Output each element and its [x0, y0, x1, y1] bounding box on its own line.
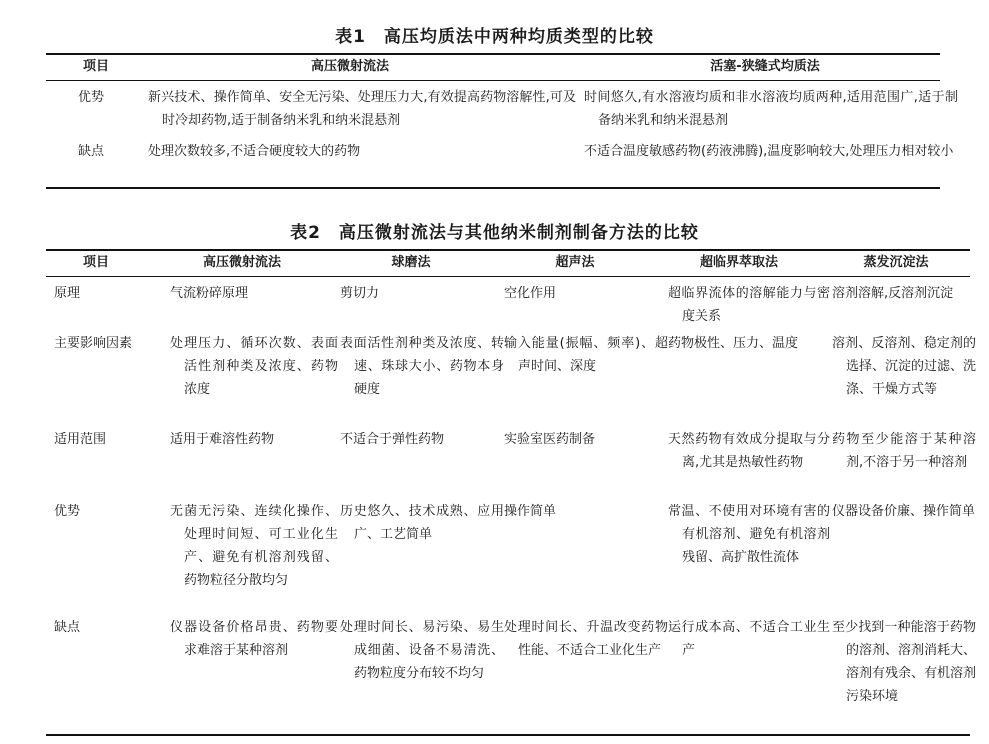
- table1-bottom-rule: [46, 187, 940, 189]
- table2-row-principle-label: 原理: [54, 286, 81, 301]
- table2-header-rule: [46, 276, 970, 277]
- table2-row-scope-ultrasound: 实验室医药制备: [504, 432, 596, 447]
- table2-header-supercritical: 超临界萃取法: [699, 255, 778, 270]
- table2-row-scope-evaporation: 药物至少能溶于某种溶剂,不溶于另一种溶剂: [832, 432, 976, 470]
- table2-row-advantage-ultrasound: 操作简单: [504, 504, 557, 519]
- table1-row-disadvantage-label: 缺点: [78, 144, 105, 159]
- table1-label: 表1: [335, 27, 366, 47]
- table2-row-scope-hpm: 适用于难溶性药物: [170, 432, 275, 447]
- table2-header-evaporation: 蒸发沉淀法: [863, 255, 929, 270]
- table2-row-scope-label: 适用范围: [54, 432, 107, 447]
- table2-row-advantage-evaporation: 仪器设备价廉、操作简单: [832, 504, 976, 519]
- table2-row-scope-ballmill: 不适合于弹性药物: [340, 432, 445, 447]
- table2-row-factors-ultrasound: 输入能量(振幅、频率)、超声时间、深度: [504, 336, 668, 374]
- table1-top-rule: [46, 53, 940, 55]
- table1-title-text: 高压均质法中两种均质类型的比较: [383, 27, 654, 47]
- table2-row-principle-supercritical: 超临界流体的溶解能力与密度关系: [668, 286, 830, 324]
- table2-header-hpm: 高压微射流法: [202, 255, 281, 270]
- table1-header-piston: 活塞-狭缝式均质法: [710, 59, 820, 74]
- table2-row-disadvantage-label: 缺点: [54, 620, 81, 635]
- table2-row-principle-evaporation: 溶剂溶解,反溶剂沉淀: [832, 286, 954, 301]
- table2-row-advantage-label: 优势: [54, 504, 81, 519]
- table2-title: [0, 218, 989, 243]
- table2-row-principle-ballmill: 剪切力: [340, 286, 380, 301]
- table1-row-disadvantage-hpm: 处理次数较多,不适合硬度较大的药物: [148, 144, 361, 159]
- table2-row-advantage-supercritical: 常温、不使用对环境有害的有机溶剂、避免有机溶剂残留、高扩散性流体: [668, 504, 830, 565]
- table2-row-factors-hpm: 处理压力、循环次数、表面活性剂种类及浓度、药物浓度: [170, 336, 338, 397]
- table2-row-principle-ultrasound: 空化作用: [504, 286, 557, 301]
- table2-row-factors-supercritical: 药物极性、压力、温度: [668, 336, 799, 351]
- table1-row-advantage-piston: 时间悠久,有水溶液均质和非水溶液均质两种,适用范围广,适于制备纳米乳和纳米混悬剂: [584, 90, 958, 128]
- table2-row-disadvantage-hpm: 仪器设备价格昂贵、药物要求难溶于某种溶剂: [170, 620, 338, 658]
- table2-bottom-rule: [46, 734, 970, 736]
- table1-row-advantage-label: 优势: [78, 90, 105, 105]
- table2-header-ultrasound: 超声法: [555, 255, 595, 270]
- table2-header-item: 项目: [82, 255, 109, 270]
- table2-row-disadvantage-ultrasound: 处理时间长、升温改变药物性能、不适合工业化生产: [504, 620, 668, 658]
- table2-label: 表2: [290, 223, 321, 243]
- table2-row-factors-ballmill: 表面活性剂种类及浓度、转速、珠球大小、药物本身硬度: [340, 336, 504, 397]
- table1-header-hpm: 高压微射流法: [310, 59, 389, 74]
- table2-row-factors-label: 主要影响因素: [54, 336, 133, 351]
- table1-title: [0, 22, 989, 47]
- table1-row-disadvantage-piston: 不适合温度敏感药物(药液沸腾),温度影响较大,处理压力相对较小: [584, 144, 954, 159]
- table2-header-ballmill: 球磨法: [391, 255, 431, 270]
- table2-row-disadvantage-ballmill: 处理时间长、易污染、易生成细菌、设备不易清洗、药物粒度分布较不均匀: [340, 620, 504, 681]
- table2-row-disadvantage-supercritical: 运行成本高、不适合工业生产: [668, 620, 830, 658]
- table2-row-scope-supercritical: 天然药物有效成分提取与分离,尤其是热敏性药物: [668, 432, 830, 470]
- table2-top-rule: [46, 249, 970, 251]
- table2-row-advantage-ballmill: 历史悠久、技术成熟、应用广、工艺简单: [340, 504, 504, 542]
- table2-title-text: 高压微射流法与其他纳米制剂制备方法的比较: [338, 223, 699, 243]
- table1-row-advantage-hpm: 新兴技术、操作简单、安全无污染、处理压力大,有效提高药物溶解性,可及时冷却药物,适于制备纳米乳和纳米混悬剂: [148, 90, 576, 128]
- table1-header-rule: [46, 80, 940, 81]
- table2-row-factors-evaporation: 溶剂、反溶剂、稳定剂的选择、沉淀的过滤、洗涤、干燥方式等: [832, 336, 977, 397]
- table2-row-principle-hpm: 气流粉碎原理: [170, 286, 249, 301]
- table2-row-disadvantage-evaporation: 至少找到一种能溶于药物的溶剂、溶剂消耗大、溶剂有残余、有机溶剂污染环境: [832, 620, 977, 704]
- table1-header-item: 项目: [82, 59, 109, 74]
- table2-row-advantage-hpm: 无菌无污染、连续化操作、处理时间短、可工业化生产、避免有机溶剂残留、药物粒径分散均匀: [170, 504, 338, 588]
